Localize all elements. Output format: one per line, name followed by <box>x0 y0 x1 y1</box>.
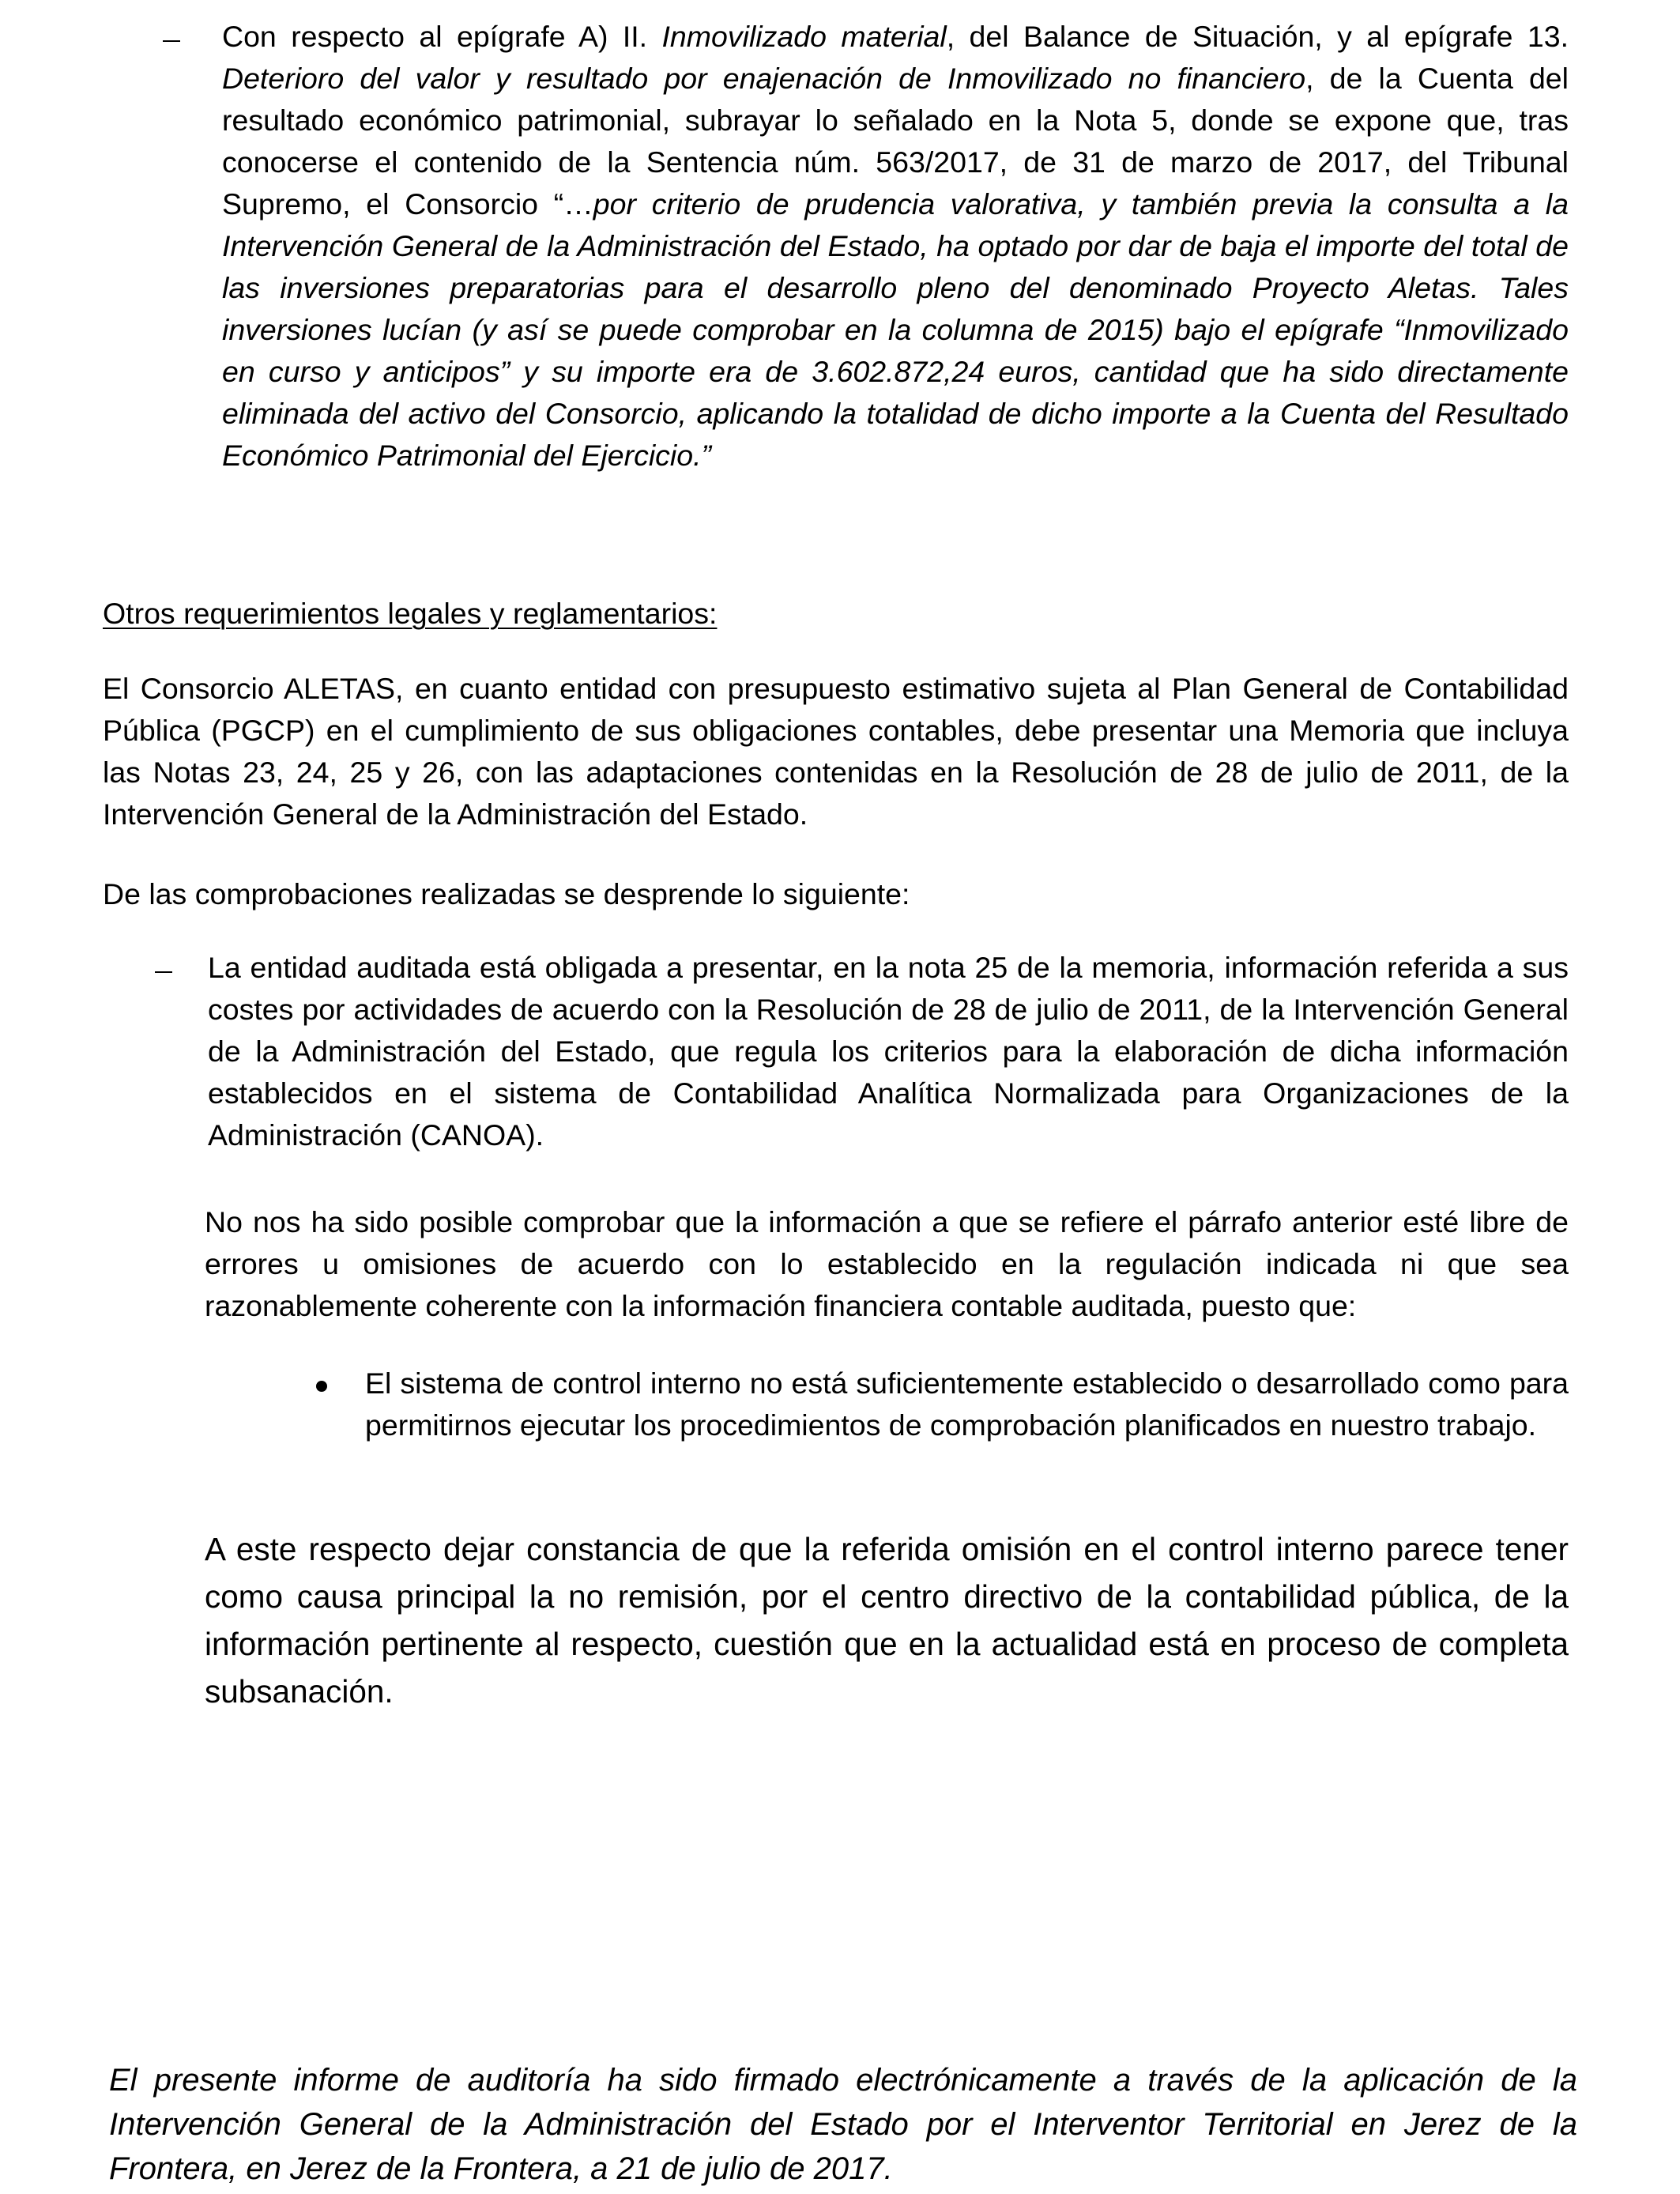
paragraph-no-posible <box>205 1201 1569 1327</box>
paragraph-comprobaciones <box>103 873 1569 915</box>
paragraph-pgcp <box>103 668 1569 835</box>
bullet-text: El sistema de control interno no está suficientemente establecido o desarrollado como para permitirnos ejecutar los procedimientos de comprobación planificados en nuestro trabajo. <box>365 1367 1569 1442</box>
dash-bullet <box>155 971 172 973</box>
paragraph-text: No nos ha sido posible comprobar que la información a que se refiere el párrafo anterior esté libre de errores u omisiones de acuerdo con lo establecido en la regulación indicada ni que sea razonablemente coherente con la información financiera contable auditada, puesto que: <box>205 1205 1569 1322</box>
signature-note <box>109 2058 1577 2191</box>
text-run: , del Balance de Situación, y al epígrafe 13. <box>946 20 1569 53</box>
text-run: Con respecto al epígrafe A) II. <box>222 20 662 53</box>
paragraph-text: De las comprobaciones realizadas se desprende lo siguiente: <box>103 877 910 910</box>
italic-run: por criterio de prudencia valorativa, y también previa la consulta a la Intervención General de la Administración del Estado, ha optado por dar de baja el importe del total de las inversiones preparatorias para el desarrollo pleno del denominado Proyecto Aletas. Tales inversiones lucían (y así se puede comprobar en la columna de 2015) bajo el epígrafe “Inmovilizado en curso y anticipos” y su importe era de 3.602.872,24 euros, cantidad que ha sido directamente eliminada del activo del Consorcio, aplicando la totalidad de dicho importe a la Cuenta del Resultado Económico Patrimonial del Ejercicio.” <box>222 187 1569 472</box>
italic-run: Deterioro del valor y resultado por enajenación de Inmovilizado no financiero <box>222 62 1306 95</box>
signature-note-text: El presente informe de auditoría ha sido firmado electrónicamente a través de la aplicación de la Intervención General de la Administración del Estado por el Interventor Territorial en Jerez de la Frontera, en Jerez de la Frontera, a 21 de julio de 2017. <box>109 2063 1577 2186</box>
list-item-inmovilizado <box>222 16 1569 477</box>
list-item-canoa <box>208 947 1569 1156</box>
text-run: , de la Cuenta del resultado económico patrimonial, subrayar lo señalado en la Nota 5, donde se expone que, tras conocerse el contenido de la Sentencia núm. 563/2017, de 31 de marzo de 2017, del Tribunal Supremo, el Consorcio “… <box>222 62 1569 221</box>
bullet-control-interno <box>365 1363 1569 1446</box>
section-heading <box>103 593 717 635</box>
section-heading-text: Otros requerimientos legales y reglamentarios: <box>103 597 718 630</box>
list-item-text <box>222 16 1569 477</box>
italic-run: Inmovilizado material <box>661 20 947 53</box>
bullet-dot <box>316 1381 327 1392</box>
list-item-text: La entidad auditada está obligada a presentar, en la nota 25 de la memoria, información referida a sus costes por actividades de acuerdo con la Resolución de 28 de julio de 2011, de la Intervención General de la Administración del Estado, que regula los criterios para la elaboración de dicha información establecidos en el sistema de Contabilidad Analítica Normalizada para Organizaciones de la Administración (CANOA). <box>208 951 1569 1152</box>
paragraph-constancia <box>205 1525 1569 1715</box>
dash-bullet <box>163 40 180 42</box>
paragraph-text: A este respecto dejar constancia de que la referida omisión en el control interno parece tener como causa principal la no remisión, por el centro directivo de la contabilidad pública, de la información pertinente al respecto, cuestión que en la actualidad está en proceso de completa subsanación. <box>205 1531 1569 1710</box>
paragraph-text: El Consorcio ALETAS, en cuanto entidad con presupuesto estimativo sujeta al Plan General de Contabilidad Pública (PGCP) en el cumplimiento de sus obligaciones contables, debe presentar una Memoria que incluya las Notas 23, 24, 25 y 26, con las adaptaciones contenidas en la Resolución de 28 de julio de 2011, de la Intervención General de la Administración del Estado. <box>103 672 1569 831</box>
